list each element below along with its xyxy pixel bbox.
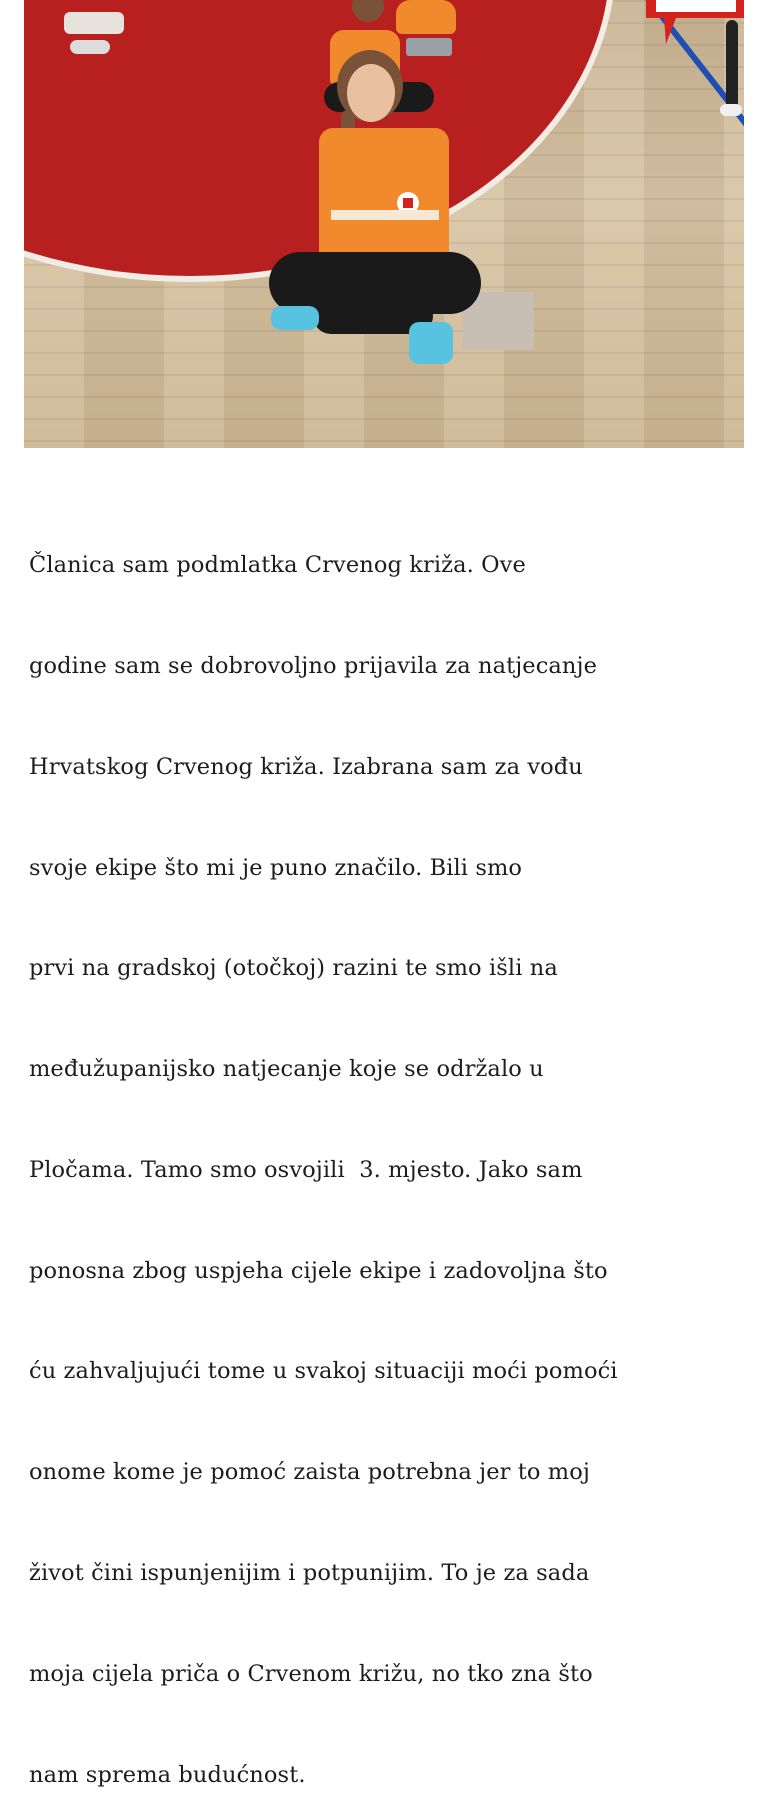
text-line: prvi na gradskoj (otočkoj) razini te smo išli na [29,955,558,982]
red-cross-logo [636,0,744,44]
text-line: onome kome je pomoć zaista potrebna jer to moj [29,1459,590,1486]
text-line: ću zahvaljujući tome u svakoj situaciji moći pomoći [29,1358,618,1385]
text-line: Članica sam podmlatka Crvenog križa. Ove [29,552,526,579]
text-line: ponosna zbog uspjeha cijele ekipe i zadovoljna što [29,1257,608,1284]
article-text [29,482,759,1800]
text-line: život čini ispunjenijim i potpunijim. To je za sada [29,1560,590,1586]
background-child-left [34,0,124,60]
text-line: Pločama. Tamo smo osvojili 3. mjesto. Jako sam [29,1156,583,1183]
text-line: međužupanijsko natjecanje koje se održalo u [29,1056,544,1083]
text-line: Hrvatskog Crvenog križa. Izabrana sam za vođu [29,753,583,780]
article-photo [24,0,744,448]
main-girl [269,50,469,380]
text-line: moja cijela priča o Crvenom križu, no tko zna što [29,1660,593,1687]
text-line: godine sam se dobrovoljno prijavila za natjecanje [29,652,598,679]
text-line: svoje ekipe što mi je puno značilo. Bili smo [29,854,523,881]
text-line: nam sprema budućnost. [29,1761,306,1788]
